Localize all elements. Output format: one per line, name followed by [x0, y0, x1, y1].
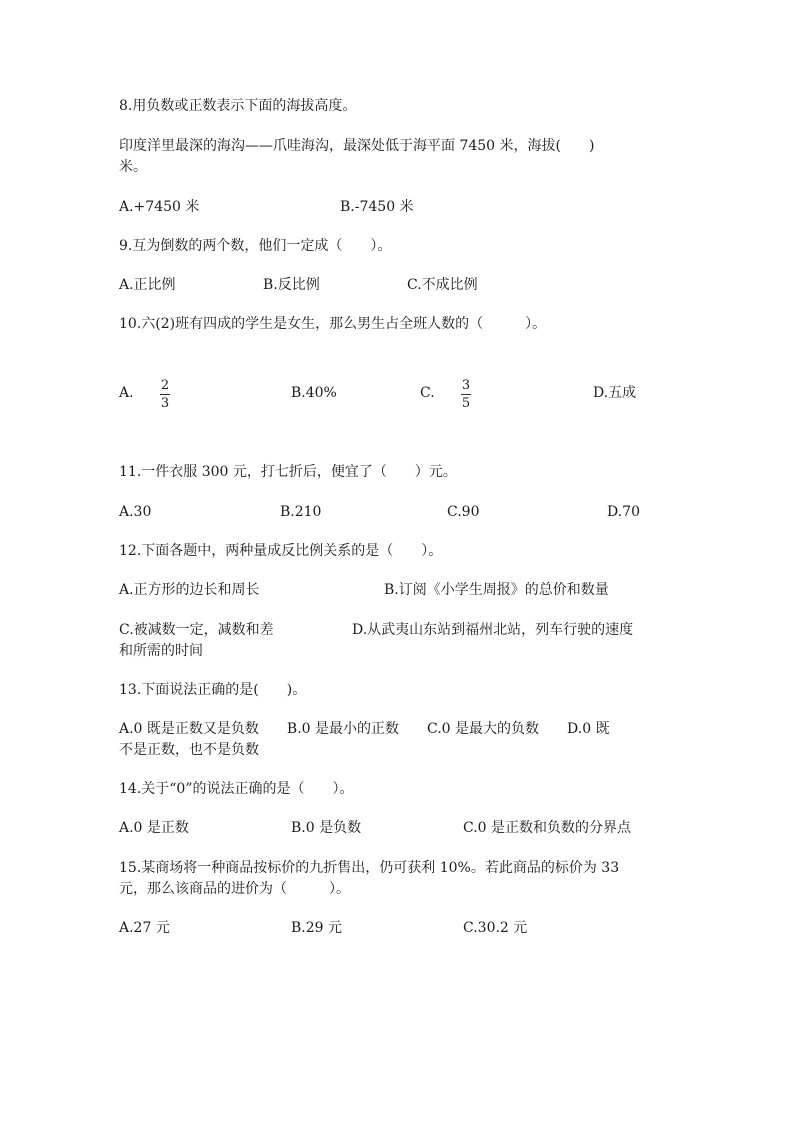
question-11-option-b: B.210	[280, 504, 322, 520]
question-13-options-line2: 不是正数，也不是负数	[119, 742, 259, 758]
fraction-denominator: 5	[461, 396, 471, 411]
question-15-stem-line2: 元，那么该商品的进价为（ ）。	[119, 881, 350, 897]
question-9-stem: 9.互为倒数的两个数，他们一定成（ ）。	[119, 238, 392, 254]
fraction-bar	[160, 394, 170, 395]
question-10-option-c-label: C.	[420, 385, 435, 401]
fraction-numerator: 2	[160, 378, 170, 393]
question-8-body-line1: 印度洋里最深的海沟——爪哇海沟，最深处低于海平面 7450 米，海拔( )	[119, 138, 595, 154]
question-12-option-d-line1: D.从武夷山东站到福州北站，列车行驶的速度	[352, 622, 634, 638]
question-8-option-a: A.+7450 米	[119, 199, 200, 215]
question-12-stem: 12.下面各题中，两种量成反比例关系的是（ ）。	[119, 543, 443, 559]
question-8-stem: 8.用负数或正数表示下面的海拔高度。	[119, 98, 357, 114]
question-11-stem: 11.一件衣服 300 元，打七折后，便宜了（ ）元。	[119, 464, 457, 480]
fraction-bar	[461, 394, 471, 395]
fraction-numerator: 3	[461, 378, 471, 393]
question-13-options-line1: A.0 既是正数又是负数 B.0 是最小的正数 C.0 是最大的负数 D.0 既	[119, 721, 610, 737]
question-10-option-a-label: A.	[119, 385, 134, 401]
question-11-option-c: C.90	[447, 504, 480, 520]
question-11-option-d: D.70	[607, 504, 640, 520]
question-8-body-line2: 米。	[119, 159, 147, 175]
question-12-option-c: C.被减数一定，减数和差	[119, 622, 274, 638]
question-10-option-c-fraction	[461, 378, 471, 411]
question-14-option-a: A.0 是正数	[119, 820, 189, 836]
question-15-option-c: C.30.2 元	[463, 920, 528, 936]
question-14-stem: 14.关于“0”的说法正确的是（ ）。	[119, 781, 354, 797]
question-9-option-c: C.不成比例	[407, 277, 478, 293]
fraction-denominator: 3	[160, 396, 170, 411]
question-13-stem: 13.下面说法正确的是( )。	[119, 682, 307, 698]
question-11-option-a: A.30	[119, 504, 152, 520]
question-9-option-b: B.反比例	[263, 277, 320, 293]
question-9-option-a: A.正比例	[119, 277, 176, 293]
question-12-option-b: B.订阅《小学生周报》的总价和数量	[384, 582, 609, 598]
question-8-option-b: B.-7450 米	[340, 199, 414, 215]
question-14-option-b: B.0 是负数	[291, 820, 362, 836]
question-15-option-b: B.29 元	[291, 920, 343, 936]
question-12-option-d-line2: 和所需的时间	[119, 643, 203, 659]
question-12-option-a: A.正方形的边长和周长	[119, 582, 260, 598]
question-10-option-d: D.五成	[593, 385, 637, 401]
question-10-option-a-fraction	[160, 378, 170, 411]
question-10-option-b: B.40%	[291, 385, 337, 401]
question-15-option-a: A.27 元	[119, 920, 170, 936]
question-14-option-c: C.0 是正数和负数的分界点	[463, 820, 632, 836]
question-10-stem: 10.六(2)班有四成的学生是女生，那么男生占全班人数的（ ）。	[119, 316, 547, 332]
question-15-stem-line1: 15.某商场将一种商品按标价的九折售出，仍可获利 10%。若此商品的标价为 33	[119, 860, 620, 876]
